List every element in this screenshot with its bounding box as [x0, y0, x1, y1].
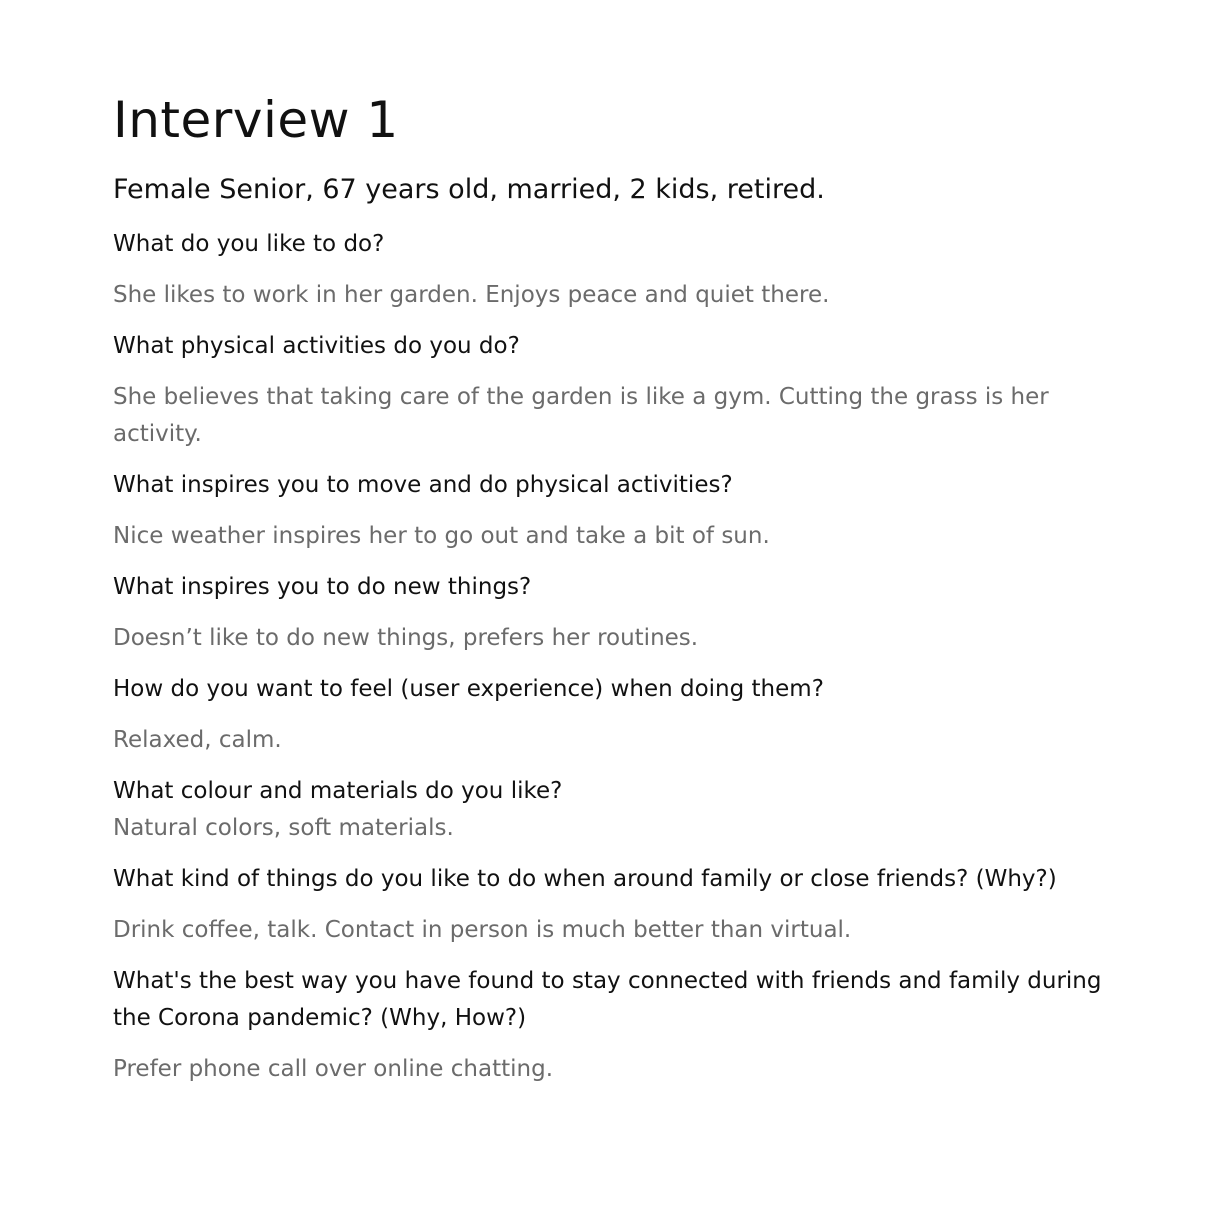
- answer-text: She likes to work in her garden. Enjoys peace and quiet there.: [113, 282, 830, 308]
- question-text: What kind of things do you like to do when around family or close friends? (Why?): [113, 866, 1057, 892]
- question-text: What physical activities do you do?: [113, 333, 520, 359]
- answer-text: Prefer phone call over online chatting.: [113, 1056, 553, 1082]
- answer-text: Nice weather inspires her to go out and take a bit of sun.: [113, 523, 770, 549]
- question-text: How do you want to feel (user experience) when doing them?: [113, 676, 824, 702]
- question-text: What's the best way you have found to stay connected with friends and family during the Corona pandemic? (Why, How?): [113, 968, 1102, 1031]
- answer-text: Drink coffee, talk. Contact in person is much better than virtual.: [113, 917, 852, 943]
- question-text: What do you like to do?: [113, 231, 385, 257]
- document-page: [113, 88, 1123, 1088]
- question-text: What colour and materials do you like?: [113, 778, 563, 804]
- answer-text: Natural colors, soft materials.: [113, 815, 454, 841]
- document-title: Interview 1: [113, 91, 399, 149]
- answer-text: Relaxed, calm.: [113, 727, 282, 753]
- interviewee-description: Female Senior, 67 years old, married, 2 kids, retired.: [113, 174, 825, 205]
- answer-text: Doesn’t like to do new things, prefers her routines.: [113, 625, 699, 651]
- question-text: What inspires you to move and do physical activities?: [113, 472, 733, 498]
- answer-text: She believes that taking care of the garden is like a gym. Cutting the grass is her activity.: [113, 384, 1049, 447]
- question-text: What inspires you to do new things?: [113, 574, 532, 600]
